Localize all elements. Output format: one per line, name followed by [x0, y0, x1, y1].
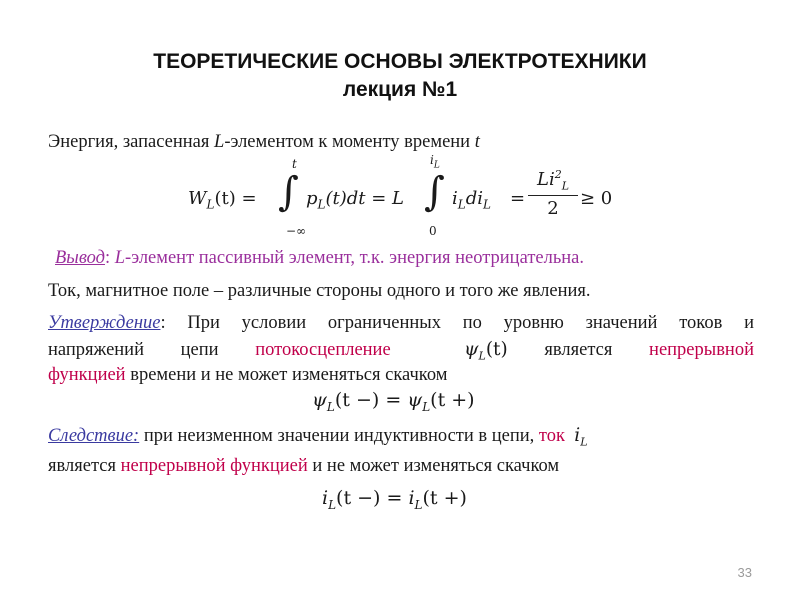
corollary-label: Следствие:	[48, 426, 140, 446]
psi-continuity-formula: $\psi_L(t$ −) = $\psi_L(t$ +)	[312, 389, 475, 414]
formula-lhs: $W_L(t)$ =	[188, 188, 257, 212]
current-field-line: Ток, магнитное поле – различные стороны одного и того же явления.	[48, 281, 591, 301]
flux-linkage-term: потокосцепление	[255, 340, 391, 360]
statement-line-1: Утверждение: При условии ограниченных по уровню значений токов и	[48, 313, 754, 333]
integral2-lower-limit: 0	[429, 224, 437, 238]
fraction-bar	[528, 195, 578, 196]
page-number: 33	[737, 565, 752, 580]
conclusion-text: -элемент пассивный элемент, т.к. энергия неотрицательна.	[125, 248, 585, 268]
energy-intro-text-a: Энергия, запасенная	[48, 132, 215, 152]
corollary-line-2: является непрерывной функцией и не может изменяться скачком	[48, 456, 560, 476]
integral2-sign: ∫	[424, 169, 445, 215]
fraction-denominator: 2	[547, 197, 559, 219]
function-term: функцией	[48, 365, 126, 385]
conclusion-label: Вывод	[55, 248, 105, 268]
energy-intro-t: t	[474, 132, 480, 152]
continuous-term: непрерывной	[649, 340, 754, 360]
integral1-lower-limit: −∞	[286, 224, 307, 238]
statement-line-2: напряжений цепи потокосцепление $\psi_L(t)$ является непрерывной	[48, 339, 754, 363]
energy-intro-line	[48, 132, 480, 153]
formula-tail: ≥ 0	[580, 188, 613, 209]
fraction-numerator: $Li^2_L$	[536, 168, 570, 193]
energy-intro-L: L	[214, 132, 225, 152]
integral1-sign: ∫	[278, 169, 299, 215]
integral2-upper-limit: $i_L$	[430, 153, 440, 171]
integral1-upper-limit: t	[292, 157, 297, 171]
integral1-integrand: $p_L(t)dt = L$	[306, 188, 405, 212]
psi-symbol: $\psi_L(t)$	[464, 339, 508, 363]
current-term: ток	[538, 426, 566, 446]
formula-equals: =	[510, 188, 526, 209]
slide-subtitle: лекция №1	[342, 78, 458, 101]
corollary-line-1: Следствие: при неизменном значении индуктивности в цепи, ток $i_L$	[48, 425, 588, 449]
conclusion-line: Вывод: L-элемент пассивный элемент, т.к. энергия неотрицательна.	[55, 248, 585, 268]
energy-fraction	[528, 168, 578, 219]
slide-title: ТЕОРЕТИЧЕСКИЕ ОСНОВЫ ЭЛЕКТРОТЕХНИКИ	[153, 50, 647, 73]
iL-symbol: $i_L$	[574, 425, 588, 449]
continuous-function-term: непрерывной функцией	[120, 456, 308, 476]
statement-label: Утверждение	[48, 313, 161, 333]
current-continuity-formula: $i_L(t$ −) = $i_L(t$ +)	[322, 487, 467, 512]
statement-line-3: функцией времени и не может изменяться скачком	[48, 365, 448, 385]
energy-intro-text-b: -элементом к моменту времени	[224, 132, 475, 152]
integral2-integrand: $i_Ldi_L$	[452, 188, 491, 212]
